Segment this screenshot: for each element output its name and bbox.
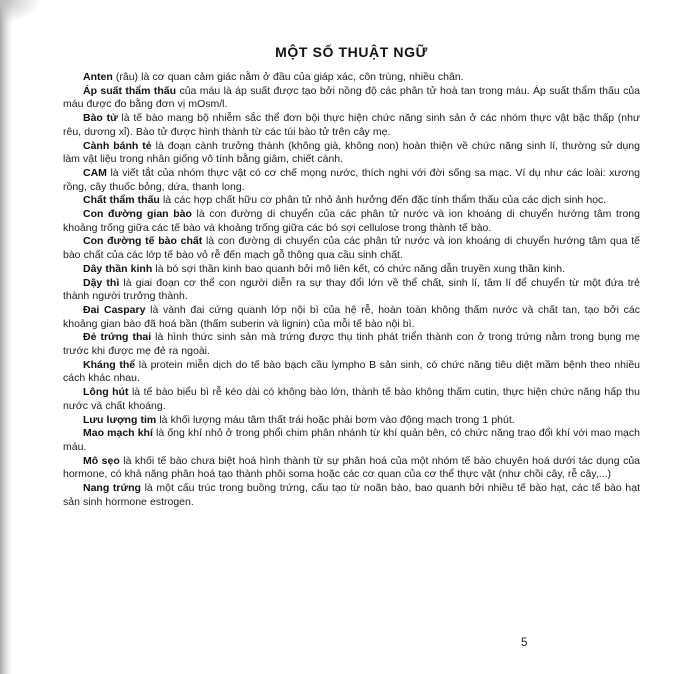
glossary-definition: của máu là áp suất được tạo bởi nồng độ các phân tử hoà tan trong máu. Áp suất thẩm thấu của máu được đo bằng đơn vị mOsm/l. xyxy=(63,84,640,111)
glossary-definition: (râu) là cơ quan cảm giác nằm ở đầu của giáp xác, côn trùng, nhiều chân. xyxy=(112,71,464,83)
glossary-entry xyxy=(63,414,640,428)
glossary-definition: là các hợp chất hữu cơ phân tử nhỏ ảnh hưởng đến đặc tính thẩm thấu của các dịch sinh học. xyxy=(159,194,607,207)
glossary-term: Đẻ trứng thai xyxy=(83,331,152,344)
glossary-entry xyxy=(63,331,640,358)
glossary-list xyxy=(63,71,640,510)
glossary-entry xyxy=(63,71,640,85)
glossary-term: Chất thẩm thấu xyxy=(83,194,160,207)
glossary-term: Kháng thể xyxy=(83,358,136,371)
glossary-term: Lưu lượng tim xyxy=(83,413,157,426)
glossary-entry xyxy=(63,208,640,235)
glossary-term: Lông hút xyxy=(83,386,129,399)
glossary-term: Nang trứng xyxy=(83,482,141,495)
glossary-term: Bào tử xyxy=(83,112,118,125)
glossary-term: Áp suất thẩm thấu xyxy=(83,84,177,97)
glossary-definition: là hình thức sinh sản mà trứng được thụ tinh phát triển thành con ở trong trứng nằm trong bụng mẹ trước khi được mẹ đẻ ra ngoài. xyxy=(63,331,640,358)
glossary-entry xyxy=(63,482,640,509)
glossary-definition: là viết tắt của nhóm thực vật có cơ chế mọng nước, thích nghi với đời sống sa mạc. Ví dụ như các loài: xương rồng, cây thuốc bỏng, dứa, thanh long. xyxy=(63,166,640,193)
glossary-entry xyxy=(63,194,640,208)
glossary-definition: là khối tế bào chưa biệt hoá hình thành từ sự phân hoá của một nhóm tế bào chuyên hoá dưới tác dụng của hormone, có khả năng phân hoá tạo thành phôi soma hoặc các cơ quan của cơ thể thực vật (như chồi cây, rễ cây,...) xyxy=(63,454,641,481)
glossary-definition: là con đường di chuyển của các phân tử nước và ion khoáng di chuyển hướng tâm qua tế bào chất của các lớp tế bào vỏ rễ đến mạch gỗ thông qua cầu sinh chất. xyxy=(63,235,640,262)
glossary-entry xyxy=(63,304,640,331)
glossary-term: Đai Caspary xyxy=(83,303,146,316)
glossary-entry xyxy=(63,140,640,167)
glossary-term: Dậy thì xyxy=(83,276,120,289)
glossary-term: Con đường gian bào xyxy=(83,208,192,221)
glossary-entry xyxy=(63,235,640,262)
glossary-definition: là đoạn cành trưởng thành (không già, không non) hoàn thiện về chức năng sinh lí, thường sử dụng làm vật liệu trong nhân giống vô tính bằng giâm, chiết cành. xyxy=(63,139,640,166)
glossary-entry xyxy=(63,85,640,112)
glossary-term: Anten xyxy=(83,71,113,83)
glossary-term: Cành bánh tẻ xyxy=(83,139,152,152)
glossary-definition: là con đường di chuyển của các phân tử nước và ion khoáng di chuyển hướng tâm trong khoảng trống giữa các tế bào và khoảng trống giữa các bó sợi cellulose trong thành tế bào. xyxy=(63,208,640,234)
page-number: 5 xyxy=(521,637,528,649)
glossary-definition: là tế bào mang bộ nhiễm sắc thể đơn bội thực hiện chức năng sinh sản ở các nhóm thực vật bậc thấp (như rêu, dương xỉ). Bào tử được hình thành từ các túi bào tử trên cây mẹ. xyxy=(63,112,640,138)
page-title: MỘT SỐ THUẬT NGỮ xyxy=(275,44,428,60)
glossary-entry xyxy=(63,277,640,304)
glossary-definition: là tế bào biểu bì rễ kéo dài có không bào lớn, thành tế bào không thấm cutin, thực hiện chức năng hấp thu nước và chất khoáng. xyxy=(63,386,640,412)
glossary-entry xyxy=(63,263,640,277)
glossary-definition: là vành đai cứng quanh lớp nội bì của hệ rễ, hoàn toàn không thấm nước và chất tan, tạo bởi các khoảng gian bào đã hoá bần (thấm suberin và lignin) của mỗi tế bào nội bì. xyxy=(63,303,640,330)
glossary-definition: là protein miễn dịch do tế bào bạch cầu lympho B sản sinh, có chức năng tiêu diệt mầm bệnh theo nhiều cách khác nhau. xyxy=(63,358,641,385)
glossary-term: Mao mạch khí xyxy=(83,427,153,440)
glossary-entry xyxy=(63,455,640,482)
glossary-definition: là giai đoạn cơ thể con người diễn ra sự thay đổi lớn về thể chất, sinh lí, tâm lí để chuyển từ một đứa trẻ thành người trưởng thành. xyxy=(63,276,640,303)
glossary-entry xyxy=(63,359,640,386)
glossary-definition: là khối lượng máu tâm thất trái hoặc phải bơm vào động mạch trong 1 phút. xyxy=(156,413,515,426)
glossary-term: Dây thần kinh xyxy=(83,262,153,275)
glossary-definition: là ống khí nhỏ ở trong phổi chim phân nhánh từ khí quản bên, có chức năng trao đổi khí với mao mạch máu. xyxy=(63,427,640,453)
glossary-definition: là một cấu trúc trong buồng trứng, cấu tạo từ noãn bào, bao quanh bởi nhiều tế bào hạt, các tế bào hạt sản sinh hormone estrogen. xyxy=(63,482,640,508)
glossary-entry xyxy=(63,386,640,413)
glossary-term: Con đường tế bào chất xyxy=(83,235,203,248)
glossary-term: CAM xyxy=(83,166,107,179)
glossary-entry xyxy=(63,112,640,139)
glossary-term: Mô sẹo xyxy=(83,454,120,467)
glossary-definition: là bó sợi thần kinh bao quanh bởi mô liên kết, có chức năng dẫn truyền xung thần kinh. xyxy=(152,262,566,275)
glossary-entry xyxy=(63,167,640,194)
glossary-entry xyxy=(63,427,640,454)
